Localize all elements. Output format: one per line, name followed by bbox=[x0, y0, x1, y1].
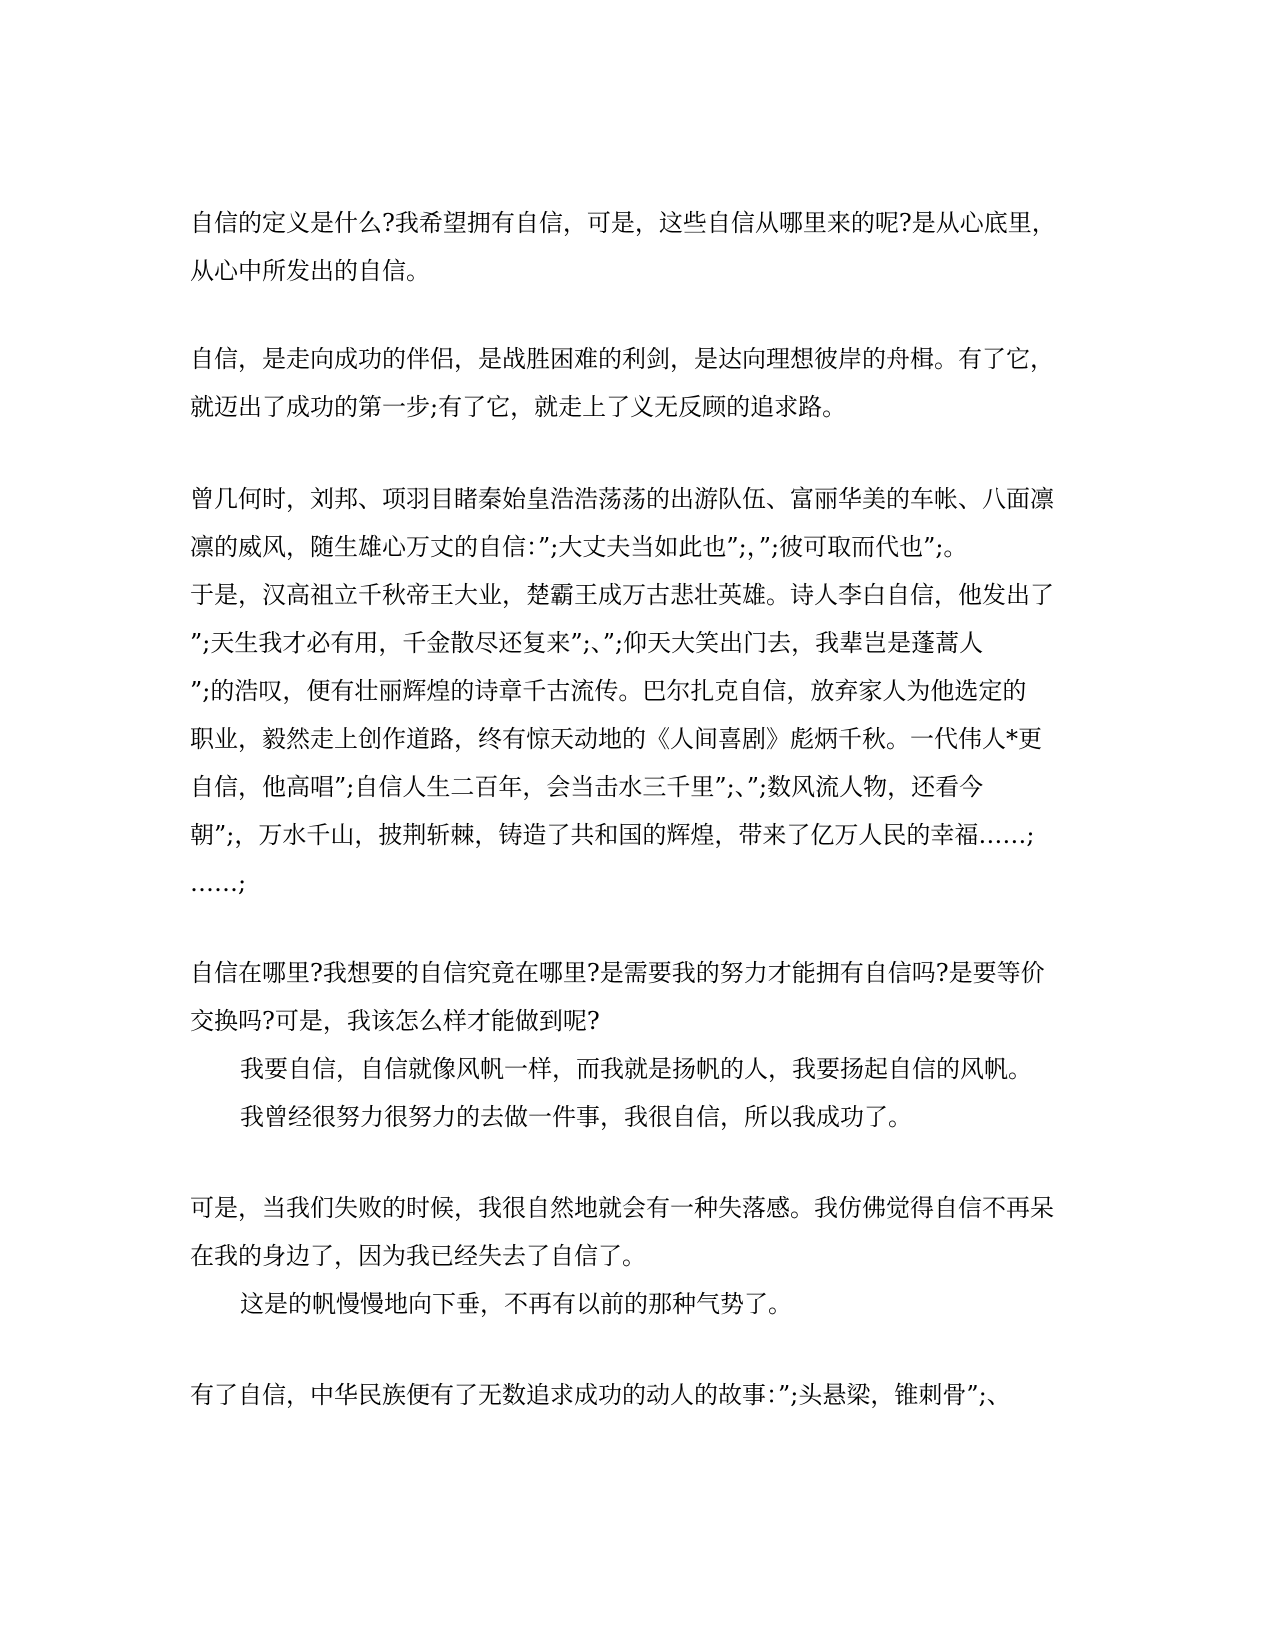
paragraph-3-line-2: 凛的威风，随生雄心万丈的自信：”;大丈夫当如此也”;，”;彼可取而代也”;。 bbox=[190, 533, 968, 561]
paragraph-6-line-1: 我曾经很努力很努力的去做一件事，我很自信，所以我成功了。 bbox=[240, 1103, 912, 1131]
paragraph-1-line-1: 自信的定义是什么?我希望拥有自信，可是，这些自信从哪里来的呢?是从心底里， bbox=[190, 209, 1056, 237]
paragraph-3-line-7: 自信，他高唱”;自信人生二百年，会当击水三千里”;、”;数风流人物，还看今 bbox=[190, 773, 984, 801]
paragraph-3-line-8: 朝”;，万水千山，披荆斩棘，铸造了共和国的辉煌，带来了亿万人民的幸福……; bbox=[190, 821, 1035, 849]
paragraph-7-line-1: 可是，当我们失败的时候，我很自然地就会有一种失落感。我仿佛觉得自信不再呆 bbox=[190, 1194, 1054, 1222]
paragraph-2-line-1: 自信，是走向成功的伴侣，是战胜困难的利剑，是达向理想彼岸的舟楫。有了它， bbox=[190, 345, 1054, 373]
paragraph-7-line-2: 在我的身边了，因为我已经失去了自信了。 bbox=[190, 1242, 646, 1270]
paragraph-3-line-4: ”;天生我才必有用，千金散尽还复来”;、”;仰天大笑出门去，我辈岂是蓬蒿人 bbox=[190, 629, 984, 657]
paragraph-4-line-2: 交换吗?可是，我该怎么样才能做到呢? bbox=[190, 1007, 600, 1035]
paragraph-3-line-6: 职业，毅然走上创作道路，终有惊天动地的《人间喜剧》彪炳千秋。一代伟人*更 bbox=[190, 725, 1042, 753]
paragraph-8-line-1: 这是的帆慢慢地向下垂，不再有以前的那种气势了。 bbox=[240, 1290, 792, 1318]
paragraph-4-line-1: 自信在哪里?我想要的自信究竟在哪里?是需要我的努力才能拥有自信吗?是要等价 bbox=[190, 959, 1045, 987]
paragraph-3-line-5: ”;的浩叹，便有壮丽辉煌的诗章千古流传。巴尔扎克自信，放弃家人为他选定的 bbox=[190, 677, 1027, 705]
paragraph-1-line-2: 从心中所发出的自信。 bbox=[190, 257, 430, 285]
paragraph-3-line-3: 于是，汉高祖立千秋帝王大业，楚霸王成万古悲壮英雄。诗人李白自信，他发出了 bbox=[190, 581, 1054, 609]
paragraph-3-line-9: ……; bbox=[190, 869, 247, 897]
paragraph-2-line-2: 就迈出了成功的第一步;有了它，就走上了义无反顾的追求路。 bbox=[190, 393, 847, 421]
paragraph-9-line-1: 有了自信，中华民族便有了无数追求成功的动人的故事：”;头悬梁，锥刺骨”;、 bbox=[190, 1381, 1011, 1409]
paragraph-5-line-1: 我要自信，自信就像风帆一样，而我就是扬帆的人，我要扬起自信的风帆。 bbox=[240, 1055, 1032, 1083]
paragraph-3-line-1: 曾几何时，刘邦、项羽目睹秦始皇浩浩荡荡的出游队伍、富丽华美的车帐、八面凛 bbox=[190, 485, 1054, 513]
